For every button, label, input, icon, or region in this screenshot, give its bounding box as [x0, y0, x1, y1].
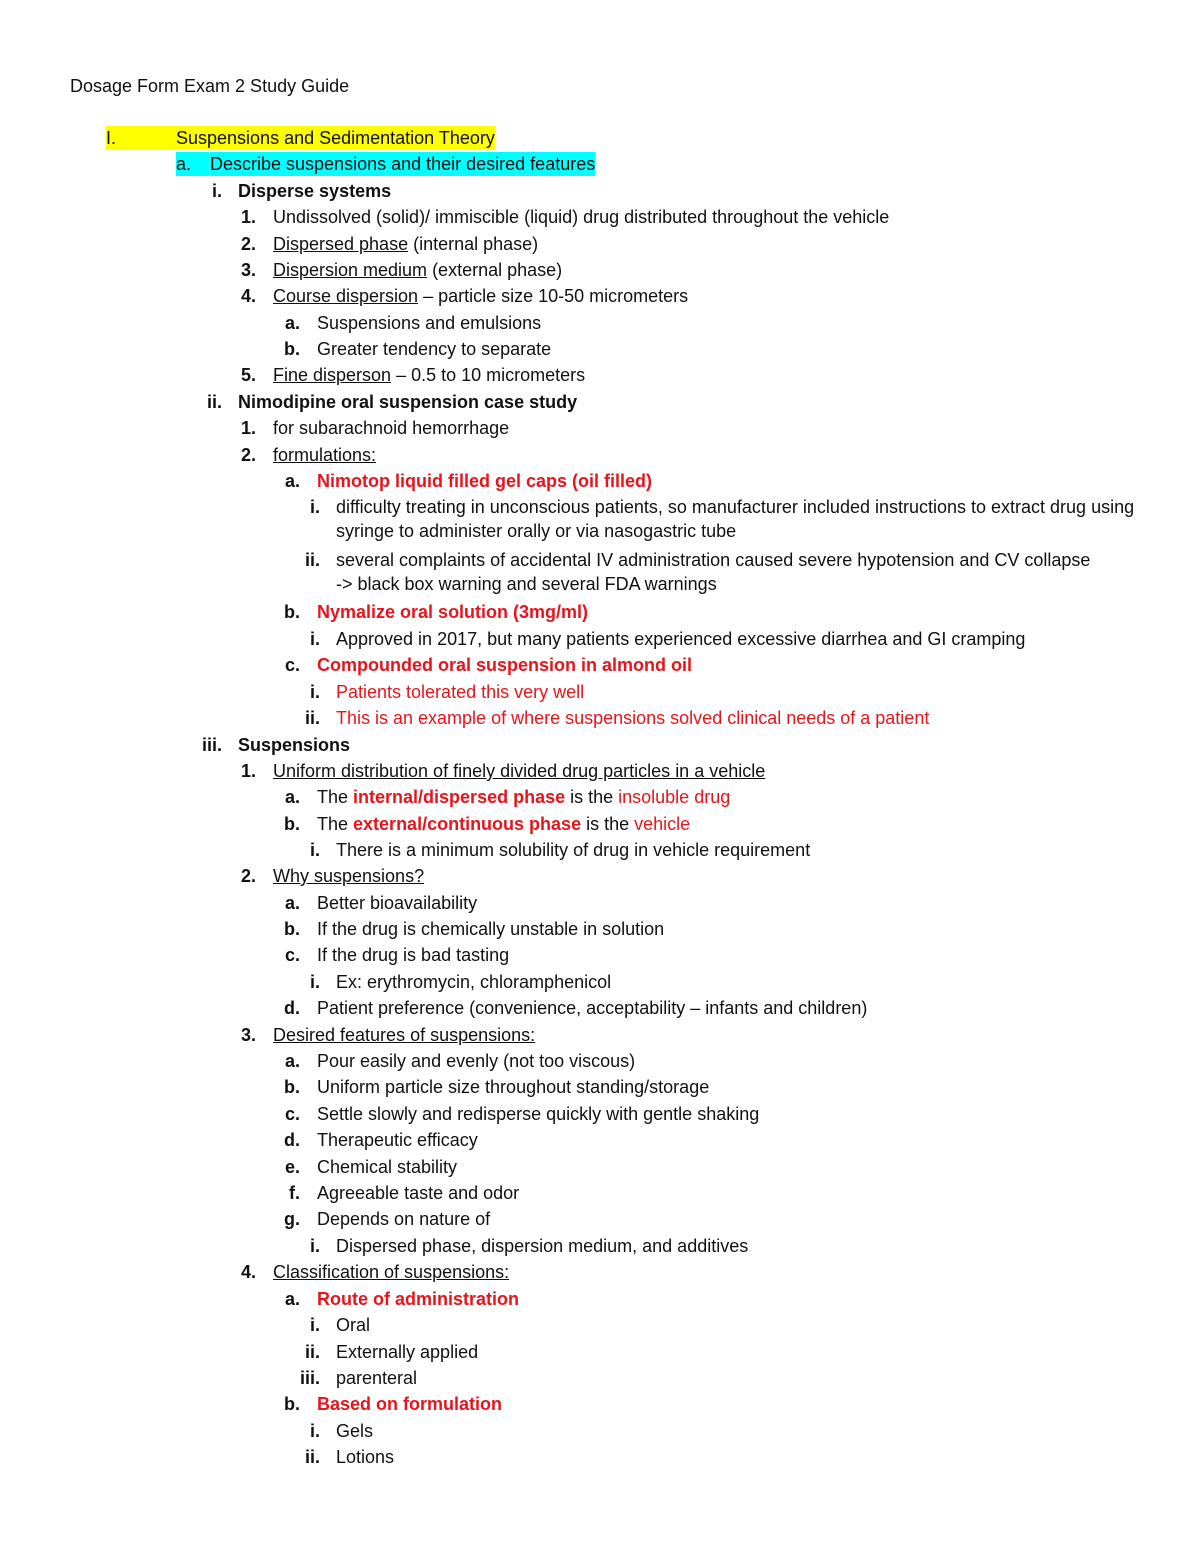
list-text: Desired features of suspensions: [273, 1025, 536, 1045]
list-marker: i. [211, 181, 222, 201]
list-marker: ii. [206, 392, 222, 412]
list-text: Dispersed phase, dispersion medium, and additives [336, 1236, 749, 1256]
list-text: Classification of suspensions: [273, 1262, 510, 1282]
list-marker: a. [284, 787, 300, 807]
list-marker: iii. [299, 1368, 320, 1388]
list-text [317, 812, 690, 836]
subsection-marker: a. [176, 152, 209, 176]
list-marker: i. [309, 497, 320, 517]
list-heading-red: Route of administration [317, 1289, 519, 1309]
term-detail: – 0.5 to 10 micrometers [391, 365, 586, 385]
list-heading: Suspensions [238, 735, 351, 755]
list-text: Approved in 2017, but many patients experienced excessive diarrhea and GI cramping [336, 629, 1026, 649]
list-marker: c. [284, 1104, 300, 1124]
list-heading-red: Nimotop liquid filled gel caps (oil filled) [317, 471, 653, 491]
document-title: Dosage Form Exam 2 Study Guide [70, 76, 350, 96]
list-text: Uniform distribution of finely divided drug particles in a vehicle [273, 761, 766, 781]
list-text [273, 258, 562, 282]
list-marker: 2. [240, 445, 256, 465]
term: Course dispersion [273, 286, 419, 306]
list-text: If the drug is chemically unstable in solution [317, 919, 665, 939]
red-term: insoluble drug [618, 787, 731, 807]
text-fragment: The [317, 787, 354, 807]
list-marker: i. [309, 972, 320, 992]
section-marker: I. [106, 126, 183, 150]
list-text: Externally applied [336, 1342, 479, 1362]
subsection-heading: Describe suspensions and their desired features [210, 154, 596, 174]
list-marker: i. [309, 1421, 320, 1441]
list-marker: i. [309, 629, 320, 649]
list-marker: g. [284, 1209, 300, 1229]
list-marker: 3. [240, 260, 256, 280]
list-marker: 1. [240, 418, 256, 438]
list-text: Agreeable taste and odor [317, 1183, 520, 1203]
list-text [317, 785, 730, 809]
list-text: There is a minimum solubility of drug in vehicle requirement [336, 840, 811, 860]
list-heading: Disperse systems [238, 181, 392, 201]
list-text: parenteral [336, 1368, 418, 1388]
text-fragment: The [317, 814, 354, 834]
list-text: difficulty treating in unconscious patients, so manufacturer included instructions to extract drug using syringe to administer orally or via nasogastric tube [336, 497, 1135, 541]
list-text: Suspensions and emulsions [317, 313, 542, 333]
bold-red-term: internal/dispersed phase [353, 787, 566, 807]
list-text: formulations: [273, 445, 377, 465]
list-marker: 2. [240, 866, 256, 886]
list-marker: b. [284, 602, 300, 622]
list-marker: c. [284, 655, 300, 675]
list-text [273, 284, 688, 308]
list-text: Gels [336, 1421, 374, 1441]
list-marker: 4. [240, 1262, 256, 1282]
list-marker: i. [309, 1236, 320, 1256]
list-marker: i. [309, 682, 320, 702]
list-marker: f. [289, 1183, 300, 1203]
list-text: If the drug is bad tasting [317, 945, 510, 965]
list-heading-red: Nymalize oral solution (3mg/ml) [317, 602, 589, 622]
list-marker: a. [284, 1289, 300, 1309]
list-text: Why suspensions? [273, 866, 425, 886]
list-marker: d. [284, 998, 300, 1018]
text-fragment: is the [581, 814, 635, 834]
list-text: Therapeutic efficacy [317, 1130, 478, 1150]
term-detail: (external phase) [427, 260, 563, 280]
list-text: Depends on nature of [317, 1209, 491, 1229]
list-marker: 1. [240, 761, 256, 781]
list-marker: 4. [240, 286, 256, 306]
list-marker: b. [284, 1394, 300, 1414]
text-fragment: is the [565, 787, 619, 807]
list-text-red: Patients tolerated this very well [336, 682, 585, 702]
list-marker: ii. [304, 1342, 320, 1362]
bold-red-term: external/continuous phase [353, 814, 582, 834]
list-text: Oral [336, 1315, 371, 1335]
term: Dispersed phase [273, 234, 409, 254]
list-text: Better bioavailability [317, 893, 478, 913]
list-text: Pour easily and evenly (not too viscous) [317, 1051, 636, 1071]
list-marker: b. [284, 814, 300, 834]
section-heading: Suspensions and Sedimentation Theory [176, 128, 495, 148]
list-marker: a. [284, 313, 300, 333]
list-text: Patient preference (convenience, acceptability – infants and children) [317, 998, 868, 1018]
list-marker: i. [309, 840, 320, 860]
list-marker: 1. [240, 207, 256, 227]
red-term: vehicle [634, 814, 691, 834]
list-heading-red: Compounded oral suspension in almond oil [317, 655, 693, 675]
list-marker: a. [284, 893, 300, 913]
list-marker: ii. [304, 1447, 320, 1467]
list-marker: iii. [201, 735, 222, 755]
list-text [273, 232, 538, 256]
list-marker: b. [284, 919, 300, 939]
list-marker: d. [284, 1130, 300, 1150]
list-text [273, 363, 585, 387]
list-marker: c. [284, 945, 300, 965]
list-marker: i. [309, 1315, 320, 1335]
list-text: Undissolved (solid)/ immiscible (liquid) drug distributed throughout the vehicle [273, 207, 890, 227]
list-marker: b. [284, 339, 300, 359]
list-marker: a. [284, 471, 300, 491]
list-marker: ii. [304, 708, 320, 728]
list-text: Ex: erythromycin, chloramphenicol [336, 972, 612, 992]
list-marker: 5. [240, 365, 256, 385]
term: Fine disperson [273, 365, 392, 385]
list-marker: e. [284, 1157, 300, 1177]
list-text: Uniform particle size throughout standing/storage [317, 1077, 710, 1097]
list-text: several complaints of accidental IV administration caused severe hypotension and CV collapse -> black box warning and several FDA warnings [336, 550, 1091, 594]
term: Dispersion medium [273, 260, 428, 280]
list-heading-red: Based on formulation [317, 1394, 503, 1414]
list-text-red: This is an example of where suspensions solved clinical needs of a patient [336, 708, 930, 728]
list-marker: a. [284, 1051, 300, 1071]
list-marker: 3. [240, 1025, 256, 1045]
list-text: Chemical stability [317, 1157, 458, 1177]
list-text: Greater tendency to separate [317, 339, 552, 359]
list-marker: 2. [240, 234, 256, 254]
list-marker: b. [284, 1077, 300, 1097]
list-text: Lotions [336, 1447, 395, 1467]
term-detail: (internal phase) [408, 234, 539, 254]
list-text: Settle slowly and redisperse quickly with gentle shaking [317, 1104, 760, 1124]
list-marker: ii. [304, 550, 320, 570]
term-detail: – particle size 10-50 micrometers [418, 286, 689, 306]
list-text: for subarachnoid hemorrhage [273, 418, 510, 438]
list-heading: Nimodipine oral suspension case study [238, 392, 578, 412]
